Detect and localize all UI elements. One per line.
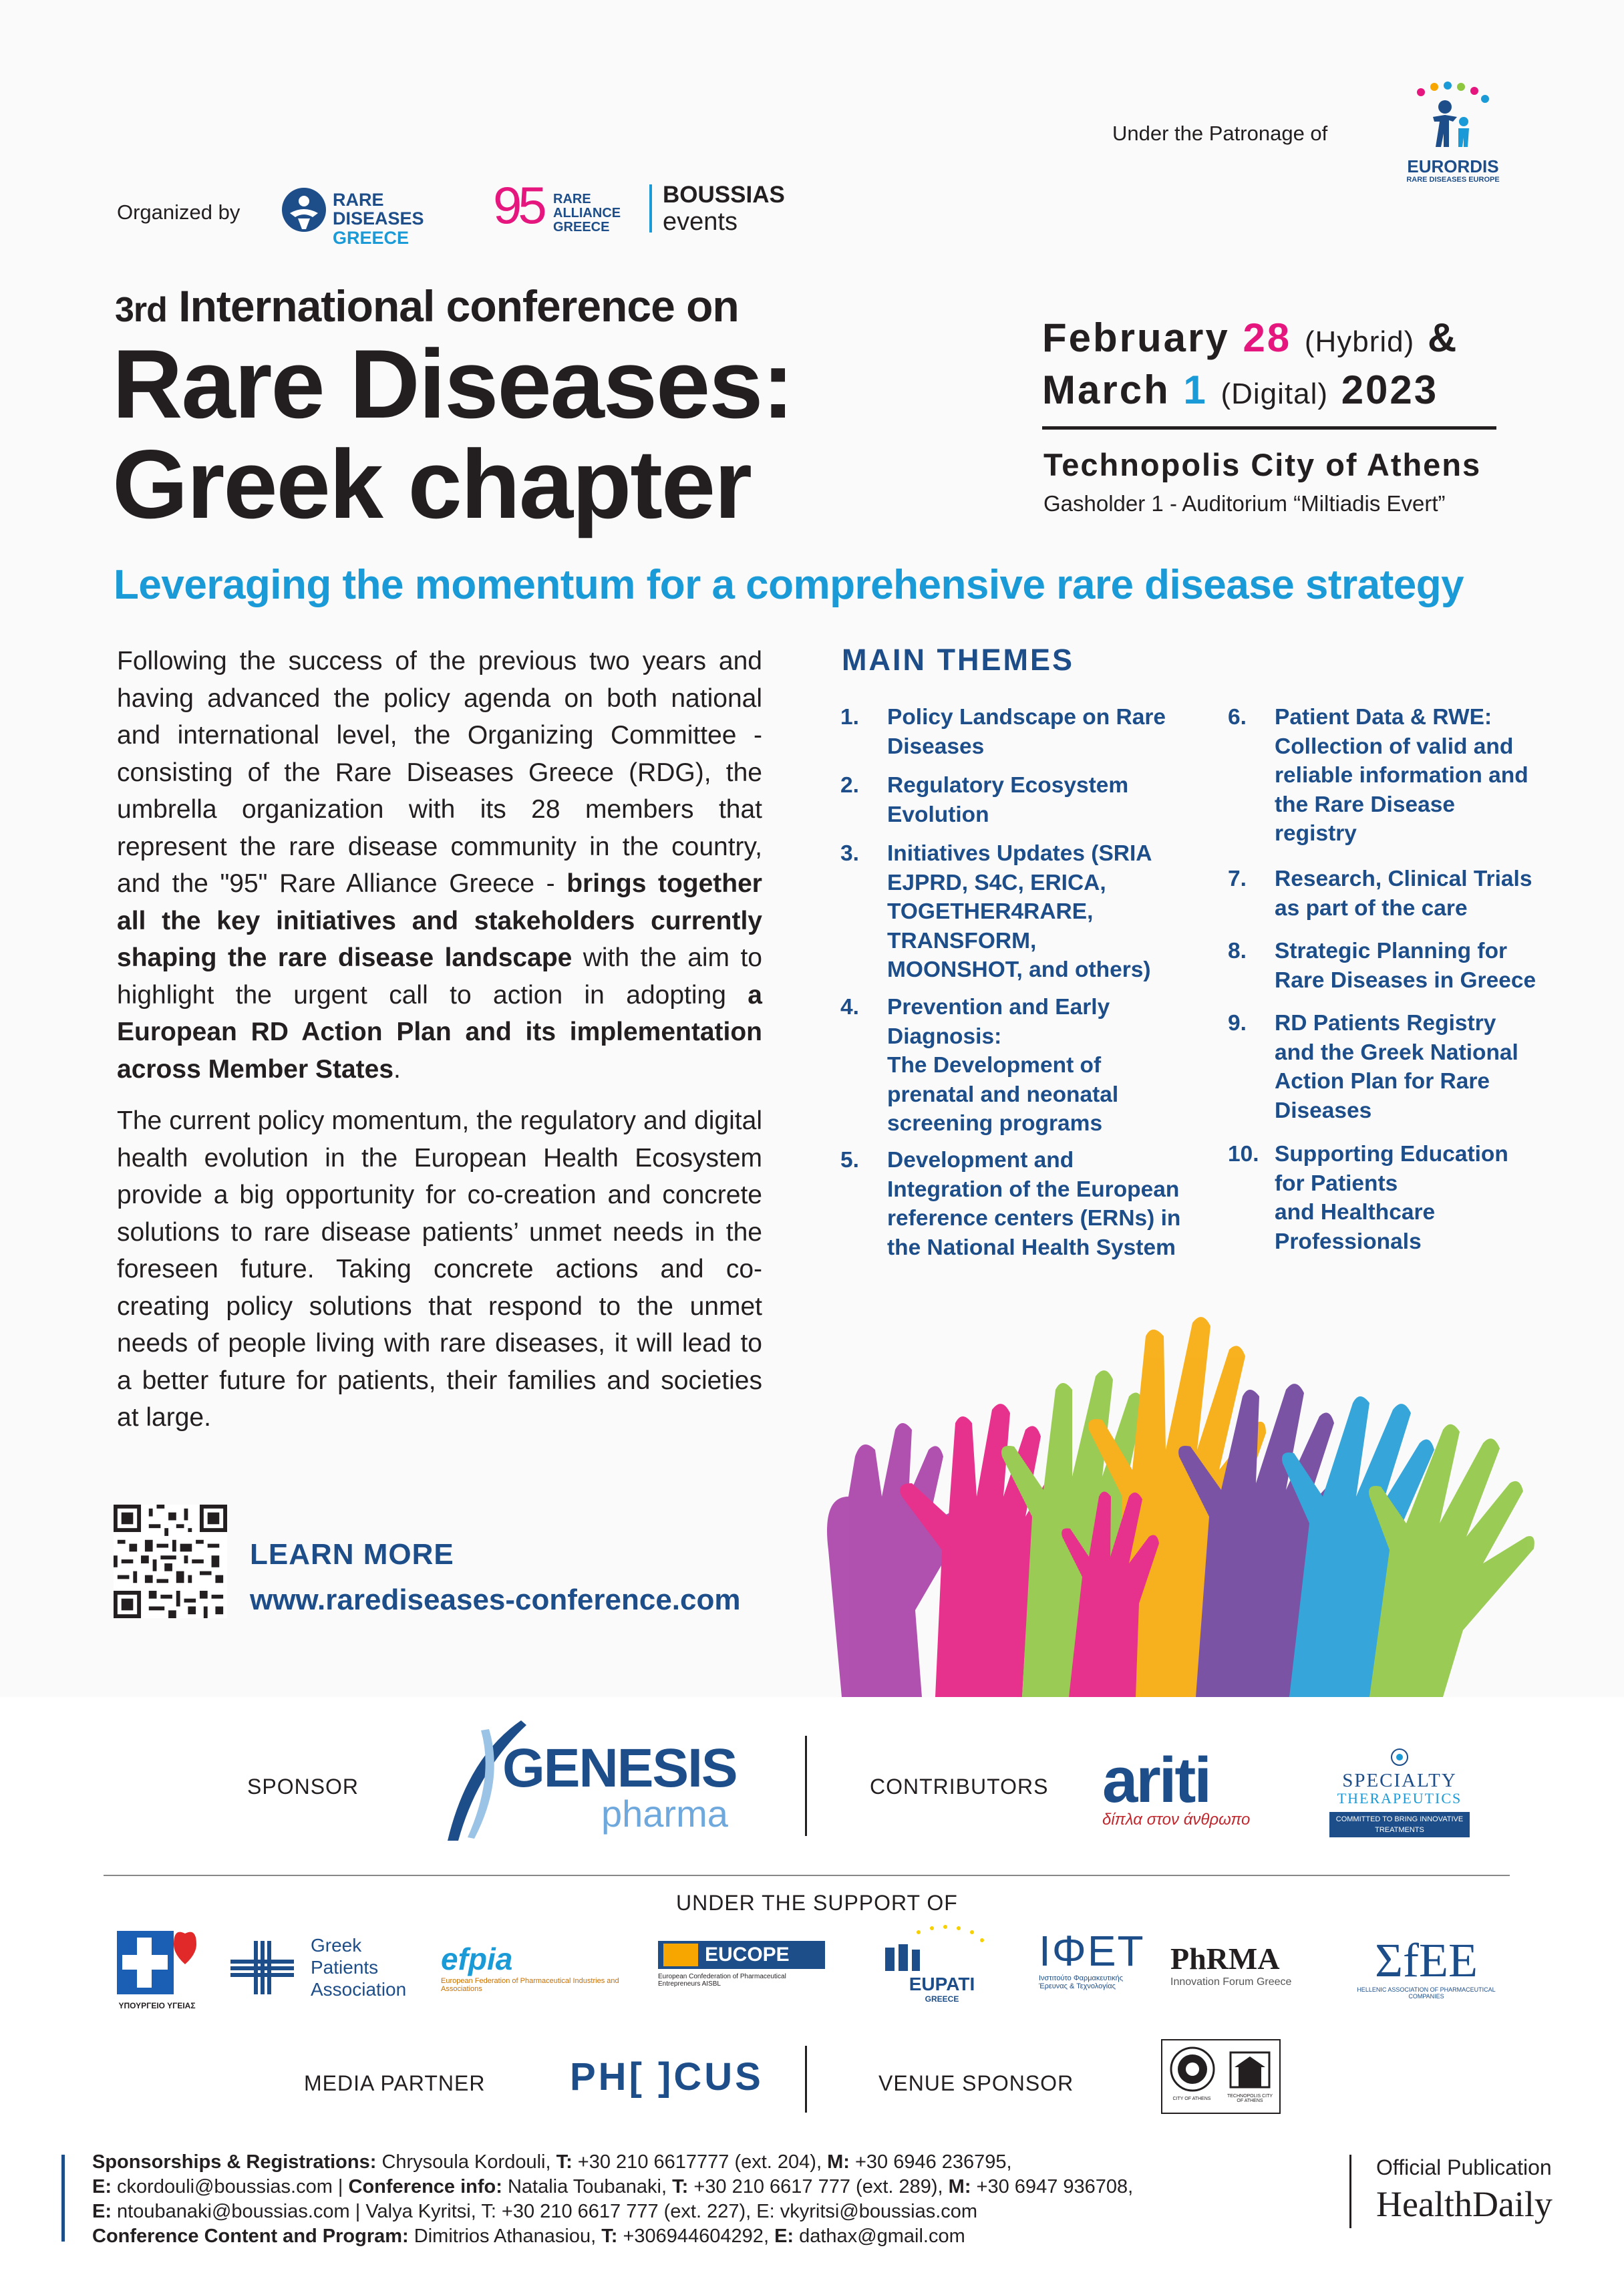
ministry-caduceus-icon xyxy=(117,1924,197,1998)
phrma-sub: Innovation Forum Greece xyxy=(1170,1976,1292,1988)
venue-sponsor-logo xyxy=(1161,2039,1281,2114)
contact-text: +30 6946 236795, xyxy=(849,2151,1012,2173)
sponsor-divider xyxy=(805,1736,807,1836)
contact-label: M: xyxy=(827,2151,850,2173)
contact-label: M: xyxy=(948,2176,971,2197)
eucope-banner xyxy=(658,1941,825,1969)
sfee-logo xyxy=(1343,1934,1510,2001)
raised-hands-illustration xyxy=(802,1296,1590,1697)
contact-line-2 xyxy=(92,2175,1133,2199)
contact-line-1 xyxy=(92,2150,1133,2175)
date1-month: February xyxy=(1042,315,1230,360)
para1-bold-a: brings together all the key initiatives and stakeholders currently shaping the rare disease landscape xyxy=(117,869,762,972)
learn-more-label: LEARN MORE xyxy=(250,1538,454,1571)
theme-text: RD Patients Registry and the Greek National Action Plan for Rare Diseases xyxy=(1275,1011,1518,1123)
theme-number: 4. xyxy=(840,995,859,1020)
publication-label: Official Publication xyxy=(1376,2155,1552,2179)
healthdaily-logo: HealthDaily xyxy=(1376,2184,1553,2224)
para1-text-b: with the aim to highlight the urgent call to action in adopting xyxy=(117,943,762,1010)
theme-number: 10. xyxy=(1228,1142,1259,1167)
contact-line-4 xyxy=(92,2224,1133,2249)
contact-text: +306944604292, xyxy=(617,2226,775,2247)
support-label: UNDER THE SUPPORT OF xyxy=(676,1891,958,1915)
venue-detail: Gasholder 1 - Auditorium “Miltiadis Evert” xyxy=(1043,491,1446,516)
conference-website-link[interactable]: www.rarediseases-conference.com xyxy=(250,1583,741,1616)
rag-line3: GREECE xyxy=(553,220,610,235)
efpia-logo xyxy=(441,1941,635,2008)
eurordis-sub: RARE DISEASES EUROPE xyxy=(1406,176,1500,184)
theme-text: Patient Data & RWE: Collection of valid and reliable information and the Rare Disease registry xyxy=(1275,705,1528,846)
media-partner-label: MEDIA PARTNER xyxy=(304,2071,486,2095)
date1-mode: (Hybrid) xyxy=(1304,325,1415,358)
tagline: Leveraging the momentum for a comprehensive rare disease strategy xyxy=(114,562,1464,608)
contact-text: +30 210 6617 777 (ext. 289), xyxy=(688,2176,949,2197)
organized-by-label: Organized by xyxy=(117,200,240,224)
contact-text: +30 210 6617777 (ext. 204), xyxy=(572,2151,828,2173)
rag-line2: ALLIANCE xyxy=(553,206,621,220)
policy-paragraph: The current policy momentum, the regulatory and digital health evolution in the European Health Ecosystem provide a big opportunity for co-creation and concrete solutions to rare disease patients’ unmet needs in the foreseen future. Taking concrete actions and co-creating policy solutions that respond to the unmet needs of people living with rare diseases, it will lead to a better future for patients, their families and societies at large. xyxy=(117,1106,762,1432)
title-line1: Rare Diseases: xyxy=(112,329,794,438)
eupati-logo xyxy=(875,1924,1009,2011)
specialty-emblem-icon xyxy=(1386,1747,1413,1767)
contact-text: Dimitrios Athanasiou, xyxy=(408,2226,602,2247)
specialty-line2: THERAPEUTICS xyxy=(1337,1790,1462,1807)
theme-number: 8. xyxy=(1228,939,1247,963)
specialty-line1: SPECIALTY xyxy=(1342,1770,1457,1791)
theme-number: 1. xyxy=(840,705,859,730)
qr-code-icon[interactable] xyxy=(114,1505,227,1618)
ministry-of-health-logo xyxy=(114,1924,200,2018)
theme-text: Prevention and Early Diagnosis: The Development of prenatal and neonatal screening programs xyxy=(887,995,1119,1136)
venue-sponsor-label: VENUE SPONSOR xyxy=(878,2071,1074,2095)
contact-line-3 xyxy=(92,2199,1133,2224)
boussias-line1: BOUSSIAS xyxy=(663,182,785,208)
contact-label: E: xyxy=(774,2226,794,2247)
contributors-label: CONTRIBUTORS xyxy=(870,1775,1049,1799)
rare-diseases-greece-logo xyxy=(281,184,471,248)
rdg-line2: GREECE xyxy=(333,227,410,248)
greek-patients-association-logo xyxy=(230,1934,424,2008)
boussias-line2: events xyxy=(663,208,738,236)
theme-number: 3. xyxy=(840,841,859,866)
sfee-sub: HELLENIC ASSOCIATION OF PHARMACEUTICAL COMPANIES xyxy=(1357,1986,1496,2000)
title-line2: Greek chapter xyxy=(112,430,751,539)
contact-text: Natalia Toubanaki, xyxy=(502,2176,673,2197)
para1-bold-b: a European RD Action Plan and its implementation across Member States xyxy=(117,980,762,1084)
rare-alliance-95-icon: 95 xyxy=(493,176,543,235)
contact-text: Chrysoula Kordouli, xyxy=(376,2151,556,2173)
ariti-name: ariti xyxy=(1102,1744,1210,1816)
footer-accent-bar xyxy=(61,2155,65,2242)
specialty-tag: COMMITTED TO BRING INNOVATIVE TREATMENTS xyxy=(1329,1812,1470,1837)
theme-number: 7. xyxy=(1228,867,1247,891)
date2-day: 1 xyxy=(1183,367,1208,412)
ministry-name: ΥΠΟΥΡΓΕΙΟ ΥΓΕΙΑΣ xyxy=(118,2001,196,2010)
phocus-logo: PH[ ]CUS xyxy=(570,2055,764,2099)
genesis-pharma-logo xyxy=(441,1717,735,1844)
eupati-figures-icon xyxy=(878,1924,1005,1971)
theme-number: 6. xyxy=(1228,705,1247,730)
city-of-athens-seal-icon xyxy=(1169,2046,1216,2093)
ariti-logo xyxy=(1102,1744,1263,1837)
venue-name: Technopolis City of Athens xyxy=(1043,447,1482,482)
subtitle-rest: International conference on xyxy=(178,281,739,331)
efpia-sub: European Federation of Pharmaceutical Industries and Associations xyxy=(441,1977,619,1993)
theme-text: Supporting Education for Patients and Healthcare Professionals xyxy=(1275,1142,1508,1254)
intro-paragraph xyxy=(117,643,762,1088)
publication-divider xyxy=(1349,2155,1351,2228)
contact-text: ckordouli@boussias.com | xyxy=(112,2176,349,2197)
contact-info xyxy=(92,2150,1133,2249)
eurordis-name: EURORDIS xyxy=(1407,156,1499,176)
efpia-name: efpia xyxy=(441,1942,513,1976)
eurordis-logo xyxy=(1406,80,1500,187)
theme-text: Research, Clinical Trials as part of the care xyxy=(1275,867,1532,921)
ariti-tag: δίπλα στον άνθρωπο xyxy=(1102,1811,1251,1829)
ifet-logo xyxy=(1039,1928,1152,2014)
contact-label: E: xyxy=(92,2176,112,2197)
contact-label: E: xyxy=(92,2201,112,2222)
theme-text: Policy Landscape on Rare Diseases xyxy=(887,705,1166,759)
date2-mode: (Digital) xyxy=(1221,377,1329,410)
event-year: 2023 xyxy=(1341,367,1439,412)
boussias-bar xyxy=(649,184,652,233)
sfee-name: ΣfEE xyxy=(1375,1934,1478,1987)
conference-subtitle xyxy=(115,281,739,331)
main-themes-title: MAIN THEMES xyxy=(842,643,1074,677)
theme-text: Development and Integration of the European reference centers (ERNs) in the National Health System xyxy=(887,1148,1181,1260)
genesis-name: GENESIS xyxy=(502,1738,737,1799)
rag-line1: RARE xyxy=(553,192,591,206)
ifet-name: ΙΦΕΤ xyxy=(1039,1927,1145,1975)
patronage-label: Under the Patronage of xyxy=(1112,122,1328,145)
eucope-logo xyxy=(658,1941,825,2001)
para1-text-c: . xyxy=(393,1054,401,1084)
ordinal: 3rd xyxy=(115,291,167,329)
media-divider xyxy=(805,2046,807,2113)
theme-number: 2. xyxy=(840,773,859,798)
contact-text: +30 6947 936708, xyxy=(971,2176,1134,2197)
theme-text: Regulatory Ecosystem Evolution xyxy=(887,773,1129,827)
date1-day: 28 xyxy=(1243,315,1292,360)
technopolis-building-icon xyxy=(1228,2050,1272,2090)
eucope-name: EUCOPE xyxy=(705,1944,790,1966)
rdg-emblem-icon xyxy=(281,186,327,233)
contact-label: Sponsorships & Registrations: xyxy=(92,2151,377,2173)
eurordis-figures-icon xyxy=(1406,80,1500,154)
contact-text: dathax@gmail.com xyxy=(794,2226,965,2247)
theme-text: Initiatives Updates (SRIA EJPRD, S4C, ERICA, TOGETHER4RARE, TRANSFORM, MOONSHOT, and others) xyxy=(887,841,1152,982)
eucope-sub: European Confederation of Pharmaceutical Entrepreneurs AISBL xyxy=(658,1973,786,1988)
boussias-events-logo xyxy=(649,182,796,242)
theme-number: 9. xyxy=(1228,1011,1247,1036)
contact-label: Conference info: xyxy=(348,2176,502,2197)
contact-text: ntoubanaki@boussias.com | Valya Kyritsi, T: +30 210 6617 777 (ext. 227), E: vkyritsi@boussias.com xyxy=(112,2201,978,2222)
phrma-name: PhRMA xyxy=(1170,1942,1280,1976)
date-ampersand: & xyxy=(1427,315,1459,360)
conference-title xyxy=(112,329,794,539)
city-of-athens-label: CITY OF ATHENS xyxy=(1172,2097,1211,2101)
specialty-therapeutics-logo xyxy=(1319,1747,1480,1834)
ifet-sub: Ινστιτούτο Φαρμακευτικής Έρευνας & Τεχνολογίας xyxy=(1039,1974,1124,1990)
dates-divider xyxy=(1042,426,1496,430)
event-dates xyxy=(1042,314,1458,418)
date2-month: March xyxy=(1042,367,1170,412)
theme-text: Strategic Planning for Rare Diseases in Greece xyxy=(1275,939,1536,993)
rare-alliance-greece-logo xyxy=(493,174,627,241)
technopolis-label: TECHNOPOLIS CITY OF ATHENS xyxy=(1227,2094,1273,2103)
para1-text-a: Following the success of the previous two years and having advanced the policy agenda on both national and international level, the Organizing Committee - consisting of the Rare Diseases Greece (RDG), the umbrella organization with its 28 members that represent the rare disease community in the country, and the "95" Rare Alliance Greece - xyxy=(117,647,762,898)
phrma-logo xyxy=(1170,1941,1324,2008)
gpa-name: Greek Patients Association xyxy=(311,1935,407,2000)
rdg-line1: RARE DISEASES xyxy=(333,190,424,229)
eupati-sub: GREECE xyxy=(925,1994,959,2004)
contact-label: T: xyxy=(556,2151,573,2173)
eupati-name: EUPATI xyxy=(909,1974,975,1994)
support-divider xyxy=(104,1875,1510,1876)
gpa-cross-icon xyxy=(230,1941,294,1994)
eucope-flag-icon xyxy=(663,1944,698,1966)
sponsor-label: SPONSOR xyxy=(247,1775,359,1799)
theme-number: 5. xyxy=(840,1148,859,1173)
contact-label: T: xyxy=(601,2226,618,2247)
contact-label: Conference Content and Program: xyxy=(92,2226,409,2247)
contact-label: T: xyxy=(672,2176,689,2197)
genesis-sub: pharma xyxy=(601,1793,728,1835)
